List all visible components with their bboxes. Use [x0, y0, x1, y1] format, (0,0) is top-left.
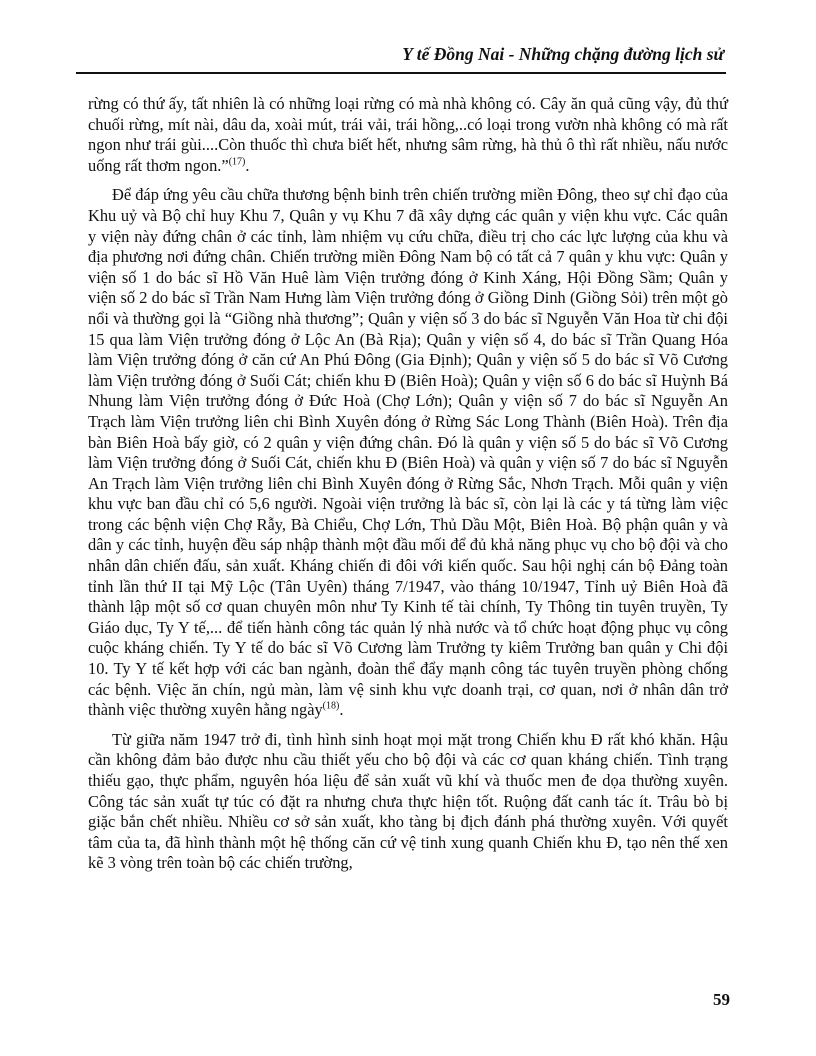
- footnote-ref: (18): [322, 700, 340, 712]
- paragraph: [88, 185, 728, 720]
- paragraph: [88, 94, 728, 176]
- paragraph-tail: .: [339, 700, 344, 720]
- header-rule: [76, 72, 726, 74]
- page-number: 59: [713, 990, 730, 1009]
- paragraph-text: rừng có thứ ấy, tất nhiên là có những loại rừng có mà nhà không có. Cây ăn quả cũng vậy, đủ thứ chuối rừng, mít nài, dâu da, xoài mút, trái vải, trái hồng,..có loại trong vườn nhà không có mà rất ngon như trái gùi....Còn thuốc thì chưa biết hết, nhưng sâm rừng, hà thủ ô thì rất nhiều, nấu nước uống rất thơm ngon.”: [88, 94, 728, 175]
- footnote-ref: (17): [228, 156, 246, 168]
- paragraph-tail: .: [245, 155, 250, 175]
- running-header: Y tế Đồng Nai - Những chặng đường lịch sử: [402, 44, 724, 64]
- body-text: [88, 94, 728, 874]
- paragraph-text: Từ giữa năm 1947 trở đi, tình hình sinh hoạt mọi mặt trong Chiến khu Đ rất khó khăn. Hậu cần không đảm bảo được nhu cầu thiết yếu cho bộ đội và các cơ quan kháng chiến. Tình trạng thiếu gạo, thực phẩm, nguyên hóa liệu để sản xuất vũ khí và thuốc men đe dọa thường xuyên. Công tác sản xuất tự túc có đặt ra nhưng chưa thực hiện tốt. Ruộng đất canh tác ít. Trâu bò bị giặc bắn chết nhiều. Nhiều cơ sở sản xuất, kho tàng bị địch đánh phá thường xuyên. Với quyết tâm của ta, đã hình thành một hệ thống căn cứ vệ tinh xung quanh Chiến khu Đ, tạo nên thế xen kẽ 3 vòng trên toàn bộ các chiến trường,: [88, 729, 728, 873]
- paragraph: [88, 730, 728, 874]
- paragraph-text: Để đáp ứng yêu cầu chữa thương bệnh binh trên chiến trường miền Đông, theo sự chỉ đạo của Khu uỷ và Bộ chỉ huy Khu 7, Quân y vụ Khu 7 đã xây dựng các quân y viện khu vực. Các quân y viện này đứng chân ở các tỉnh, làm nhiệm vụ cứu chữa, điều trị cho các lực lượng của khu và địa phương nơi đứng chân. Chiến trường miền Đông Nam bộ có tất cả 7 quân y khu vực: Quân y viện số 1 do bác sĩ Hồ Văn Huê làm Viện trưởng đóng ở Kinh Xáng, Hội Đồng Sầm; Quân y viện số 2 do bác sĩ Trần Nam Hưng làm Viện trưởng đóng ở Giồng Dinh (Giồng Sỏi) trên một gò nổi và thường gọi là “Giồng nhà thương”; Quân y viện số 3 do bác sĩ Nguyễn Văn Hoa từ chi đội 15 qua làm Viện trưởng đóng ở Lộc An (Bà Rịa); Quân y viện số 4, do bác sĩ Trần Quang Hóa làm Viện trưởng đóng ở căn cứ An Phú Đông (Gia Định); Quân y viện số 5 do bác sĩ Võ Cương làm Viện trưởng đóng ở Suối Cát; chiến khu Đ (Biên Hoà); Quân y viện số 6 do bác sĩ Huỳnh Bá Nhung làm Viện trưởng đóng ở Đức Hoà (Chợ Lớn); Quân y viện số 7 do bác sĩ Nguyễn An Trạch làm Viện trưởng liên chi Bình Xuyên đóng ở Rừng Sác Long Thành (Biên Hoà). Trên địa bàn Biên Hoà bấy giờ, có 2 quân y viện đứng chân. Đó là quân y viện số 5 do bác sĩ Võ Cương làm Viện trưởng đóng ở Suối Cát, chiến khu Đ (Biên Hoà) và quân y viện số 7 do bác sĩ Nguyễn An Trạch làm Viện trưởng liên chi Bình Xuyên đóng ở Rừng Sắc, Nhơn Trạch. Mỗi quân y viện khu vực ban đầu chỉ có 5,6 người. Ngoài viện trưởng là bác sĩ, còn lại là các y tá từng làm việc trong các bệnh viện Chợ Rẫy, Bà Chiểu, Chợ Lớn, Thủ Dầu Một, Biên Hoà. Bộ phận quân y và dân y các tỉnh, huyện đều sáp nhập thành một đầu mối để đủ khả năng phục vụ cho bộ đội và cho nhân dân chiến đấu, sản xuất. Kháng chiến đi đôi với kiến quốc. Sau hội nghị cán bộ Đảng toàn tỉnh lần thứ II tại Mỹ Lộc (Tân Uyên) tháng 7/1947, vào tháng 10/1947, Tỉnh uỷ Biên Hoà đã thành lập một số cơ quan chuyên môn như Ty Kinh tế tài chính, Ty Thông tin tuyên truyền, Ty Giáo dục, Ty Y tế,... để tiến hành công tác quản lý nhà nước và tổ chức hoạt động phục vụ công cuộc kháng chiến. Ty Y tế do bác sĩ Võ Cương làm Trưởng ty kiêm Trưởng ban quân y Chi đội 10. Ty Y tế kết hợp với các ban ngành, đoàn thể đẩy mạnh công tác tuyên truyền phòng chống các bệnh. Việc ăn chín, ngủ màn, làm vệ sinh khu vực doanh trại, cơ quan, nơi ở nhân dân trở thành việc thường xuyên hằng ngày: [88, 185, 728, 720]
